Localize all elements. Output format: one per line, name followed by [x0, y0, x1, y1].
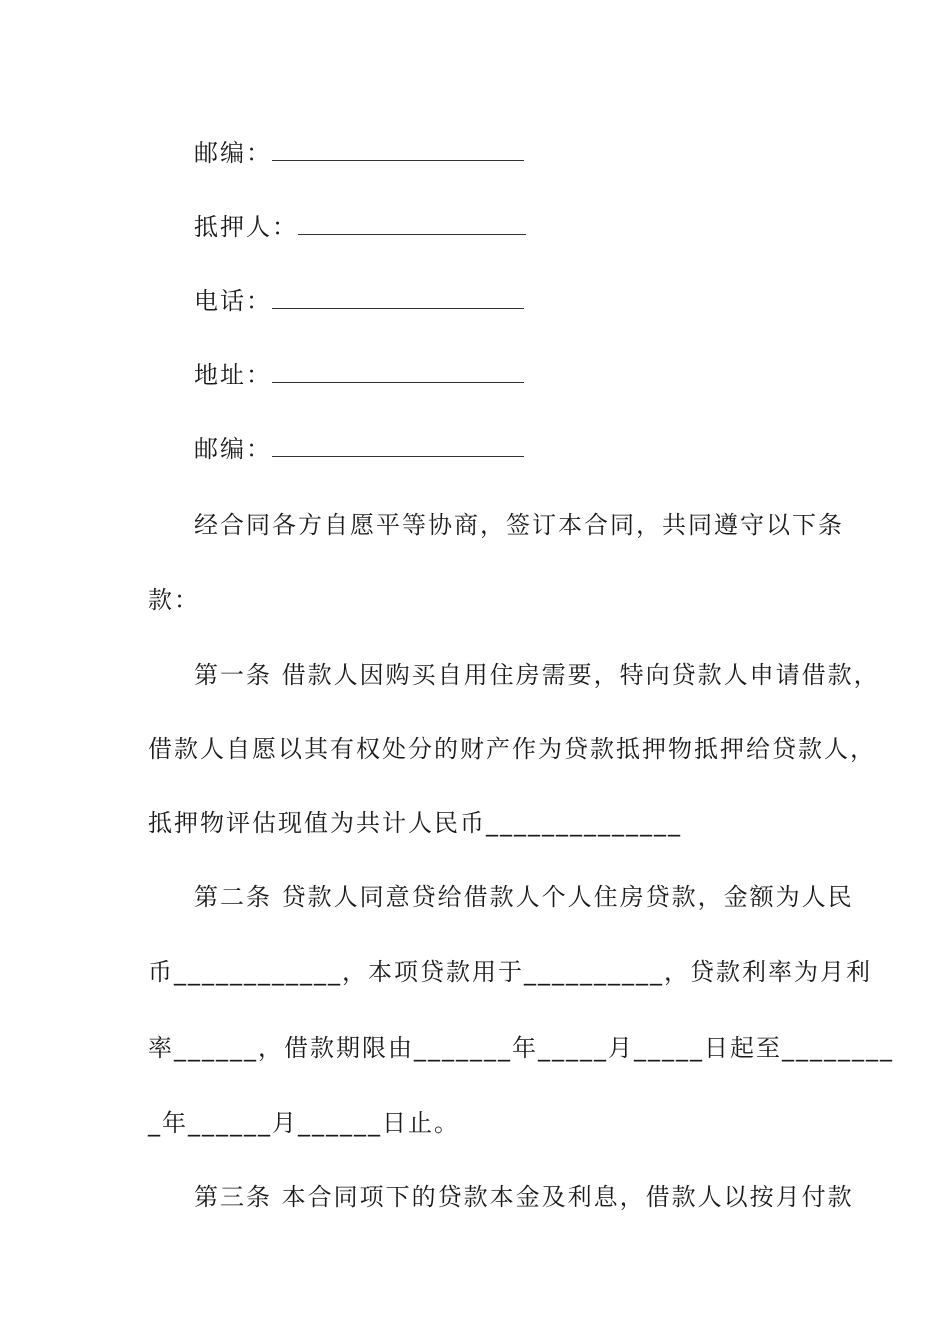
- mortgagor-field: [194, 207, 864, 247]
- fill-in-blank: [272, 355, 524, 383]
- field-label: 邮编：: [194, 139, 272, 167]
- fill-in-blank: [272, 281, 524, 309]
- article-2-line: 第二条 贷款人同意贷给借款人个人住房贷款，金额为人民: [194, 883, 854, 911]
- article-3-line: 第三条 本合同项下的贷款本金及利息，借款人以按月付款: [194, 1183, 854, 1211]
- field-label: 邮编：: [194, 435, 272, 463]
- phone-field: [194, 281, 864, 321]
- article-2-line: 币____________，本项贷款用于__________，贷款利率为月利: [148, 958, 872, 986]
- article-1-line: 第一条 借款人因购买自用住房需要，特向贷款人申请借款，: [194, 661, 880, 689]
- article-2-line: 率______，借款期限由_______年_____月_____日起至________: [148, 1034, 894, 1062]
- article-2-line: _年______月______日止。: [148, 1109, 460, 1137]
- field-label: 抵押人：: [194, 213, 298, 241]
- fill-in-blank: [298, 207, 526, 235]
- article-1-line: 抵押物评估现值为共计人民币______________: [148, 809, 682, 837]
- mortgagee-postcode-field: [194, 133, 864, 173]
- field-label: 地址：: [194, 361, 272, 389]
- article-1-line: 借款人自愿以其有权处分的财产作为贷款抵押物抵押给贷款人，: [148, 735, 876, 763]
- fill-in-blank: [272, 133, 524, 161]
- field-label: 电话：: [194, 287, 272, 315]
- preamble-line: 经合同各方自愿平等协商，签订本合同，共同遵守以下条: [194, 511, 844, 539]
- address-field: [194, 355, 864, 395]
- fill-in-blank: [272, 429, 524, 457]
- mortgagor-postcode-field: [194, 429, 864, 469]
- preamble-line: 款：: [148, 586, 200, 614]
